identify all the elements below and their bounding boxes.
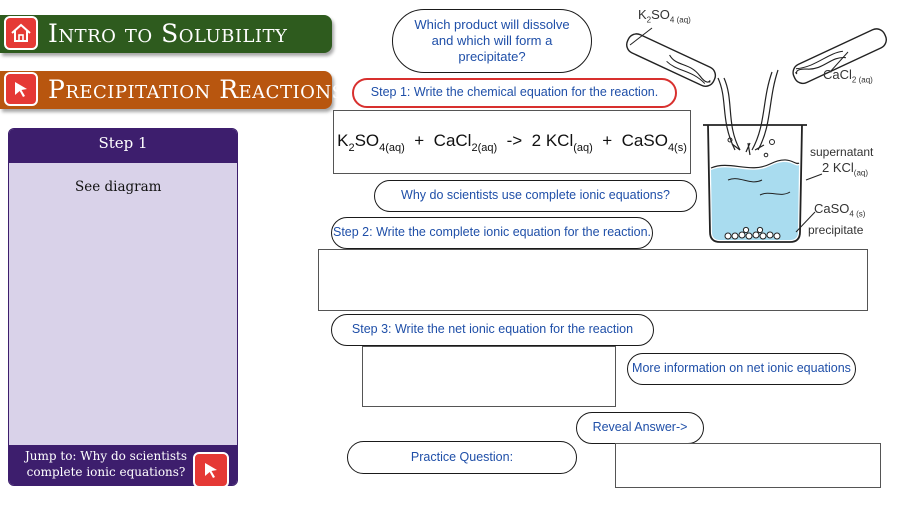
practice-answer-box[interactable] [615, 443, 881, 488]
why-complete-ionic-button[interactable]: Why do scientists use complete ionic equations? [374, 180, 697, 212]
cacl2-label: CaCl$_{2 (aq)}$ [823, 67, 873, 85]
cursor-icon [201, 460, 221, 480]
kcl-label: 2 KCl$_{(aq)}$ [822, 160, 869, 178]
precipitation-banner[interactable] [0, 71, 345, 109]
reveal-answer-button[interactable]: Reveal Answer-> [576, 412, 704, 444]
supernatant-label: supernatant [810, 145, 874, 159]
precipitate-label: precipitate [808, 223, 864, 237]
step2-answer-box[interactable] [318, 249, 868, 311]
step3-label: Step 3: Write the net ionic equation for the reaction [331, 314, 654, 346]
k2so4-label: $K_2SO_{4 (aq)}$ [638, 7, 691, 25]
step-panel-header: Step 1 [9, 129, 237, 163]
left-test-tube [624, 31, 719, 89]
intro-banner[interactable] [0, 15, 332, 53]
cursor-icon [11, 79, 31, 99]
step3-answer-box[interactable] [362, 346, 616, 407]
pointer-button[interactable] [4, 72, 38, 106]
home-button[interactable] [4, 16, 38, 50]
step1-label[interactable]: Step 1: Write the chemical equation for the reaction. [352, 78, 677, 108]
step2-label: Step 2: Write the complete ionic equation for the reaction. [331, 217, 653, 249]
home-icon [10, 22, 32, 44]
more-info-button[interactable]: More information on net ionic equations [627, 353, 856, 385]
question-pill: Which product will dissolve and which will form a precipitate? [392, 9, 592, 73]
step-panel-body: See diagram [75, 179, 162, 195]
intro-title: Intro to Solubility [48, 19, 288, 48]
jump-button[interactable] [193, 452, 229, 488]
chemical-equation: $K_2SO_{4(aq)}$ + CaCl$_{2(aq)}$ -> 2 KCl$_{(aq)}$ + CaSO$_{4(s)}$ [337, 130, 687, 154]
step-panel [8, 128, 238, 486]
practice-question-label: Practice Question: [347, 441, 577, 474]
precipitation-diagram [600, 0, 900, 250]
precipitation-title: Precipitation Reactions [48, 75, 345, 104]
jump-link-text[interactable]: Jump to: Why do scientists complete ionic equations? [24, 449, 188, 479]
caso4-label: CaSO$_{4 (s)}$ [814, 201, 866, 219]
